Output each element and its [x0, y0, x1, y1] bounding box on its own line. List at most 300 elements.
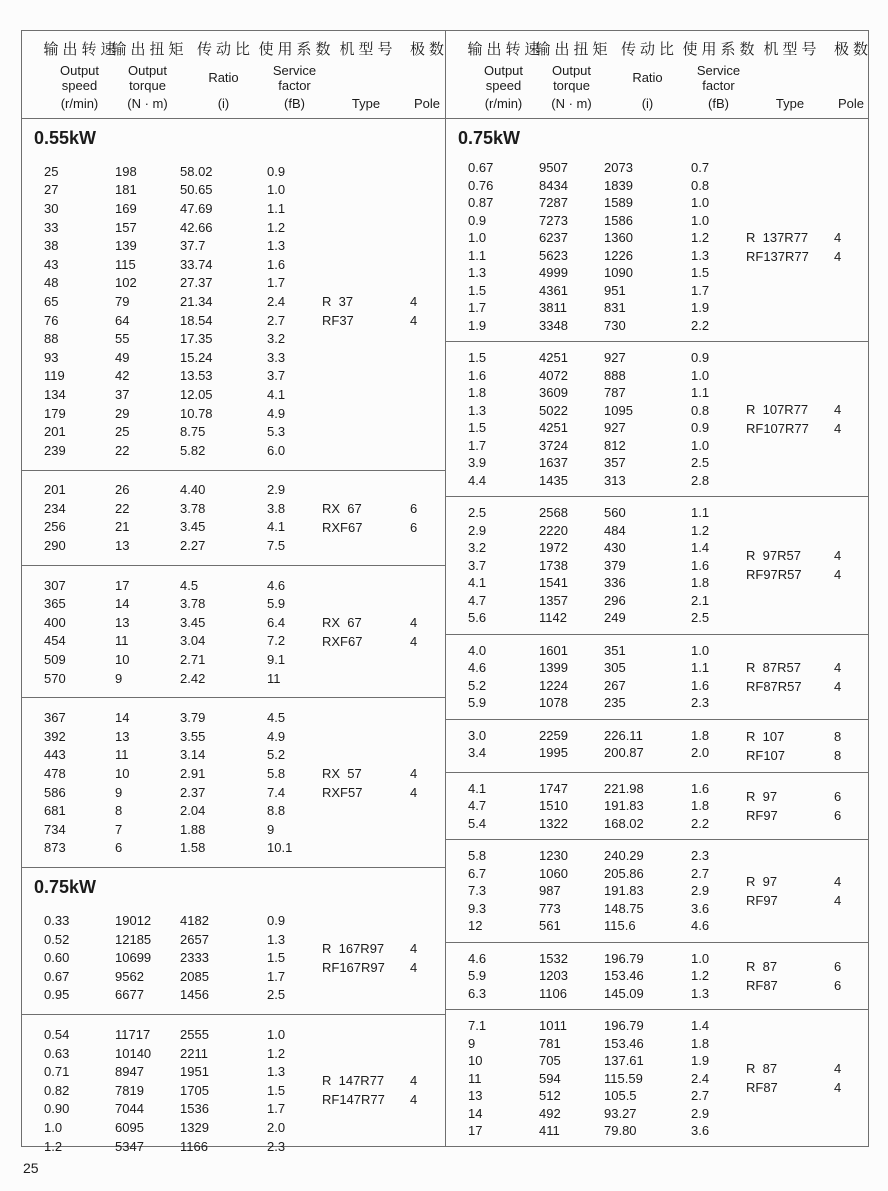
block-types [746, 159, 868, 334]
torque-cell: 1203 [539, 968, 568, 984]
speed-cell: 0.90 [44, 1101, 70, 1117]
torque-cell: 411 [539, 1123, 560, 1139]
section-title: 0.75kW [458, 128, 521, 148]
pole-value: 4 [410, 940, 418, 956]
speed-cell: 1.0 [44, 1119, 63, 1135]
speed-cell: 3.7 [468, 557, 487, 573]
ratio-cell: 927 [604, 420, 626, 436]
spec-row [468, 539, 746, 557]
spec-row [44, 839, 322, 858]
spec-row [468, 504, 746, 522]
speed-cell: 30 [44, 200, 59, 216]
ratio-cell: 1360 [604, 230, 633, 246]
torque-cell: 2220 [539, 522, 568, 538]
header-en-line: speed [485, 77, 522, 93]
type-pole-row [746, 1059, 868, 1078]
speed-cell: 509 [44, 652, 66, 668]
ratio-cell: 2.37 [180, 784, 206, 800]
speed-cell: 0.60 [44, 950, 70, 966]
spec-row [468, 900, 746, 918]
torque-cell: 115 [115, 256, 136, 272]
factor-cell: 4.9 [267, 728, 286, 744]
ratio-cell: 200.87 [604, 745, 644, 761]
factor-cell: 1.2 [691, 230, 710, 246]
header-zh-label: 传动比 [620, 41, 678, 58]
pole-value: 6 [834, 977, 842, 993]
ratio-cell: 3.78 [180, 500, 206, 516]
spec-row [468, 437, 746, 455]
ratio-cell: 3.78 [180, 596, 206, 612]
factor-cell: 6.4 [267, 614, 286, 630]
speed-cell: 4.4 [468, 472, 487, 488]
torque-cell: 19012 [115, 912, 152, 928]
speed-cell: 290 [44, 538, 66, 554]
type-label: RF87 [746, 977, 778, 993]
torque-cell: 9 [115, 784, 123, 800]
spec-row [44, 1025, 322, 1044]
factor-cell: 1.9 [691, 300, 710, 316]
factor-cell: 0.9 [267, 163, 286, 179]
speed-cell: 1.7 [468, 437, 487, 453]
type-pole-row [746, 872, 868, 891]
torque-cell: 561 [539, 918, 561, 934]
speed-cell: 0.76 [468, 177, 494, 193]
factor-cell: 1.0 [267, 182, 286, 198]
torque-cell: 25 [115, 424, 130, 440]
ratio-cell: 336 [604, 575, 626, 591]
ratio-cell: 137.61 [604, 1053, 644, 1069]
factor-cell: 1.1 [691, 660, 710, 676]
type-label: RF107 [746, 747, 786, 763]
spec-block [22, 698, 445, 867]
torque-cell: 4072 [539, 367, 568, 383]
spec-row [44, 1081, 322, 1100]
torque-cell: 3811 [539, 300, 567, 316]
factor-cell: 2.3 [691, 695, 710, 711]
pole-value: 4 [410, 765, 418, 781]
spec-row [468, 950, 746, 968]
ratio-cell: 2.71 [180, 652, 206, 668]
factor-cell: 1.5 [691, 265, 710, 281]
pole-value: 4 [834, 567, 842, 583]
speed-cell: 5.8 [468, 848, 487, 864]
type-label: RF37 [322, 312, 354, 328]
speed-cell: 1.7 [468, 300, 487, 316]
ratio-cell: 153.46 [604, 1035, 644, 1051]
factor-cell: 2.7 [691, 1088, 710, 1104]
factor-cell: 1.0 [267, 1026, 286, 1042]
type-pole-row [746, 658, 868, 677]
factor-cell: 1.0 [691, 195, 710, 211]
pole-value: 4 [410, 633, 418, 649]
factor-cell: 7.4 [267, 784, 286, 800]
spec-row [468, 1105, 746, 1123]
speed-cell: 256 [44, 519, 66, 535]
speed-cell: 0.87 [468, 195, 494, 211]
factor-cell: 3.8 [267, 500, 286, 516]
header-cell-type [746, 38, 834, 111]
speed-cell: 5.2 [468, 677, 487, 693]
ratio-cell: 730 [604, 317, 626, 333]
spec-row [468, 522, 746, 540]
column-header [446, 31, 873, 119]
speed-cell: 570 [44, 670, 66, 686]
ratio-cell: 2555 [180, 1026, 209, 1042]
header-cell-pole [834, 38, 873, 111]
ratio-cell: 33.74 [180, 256, 213, 272]
header-unit-label: (fB) [284, 96, 305, 111]
speed-cell: 4.6 [468, 660, 487, 676]
factor-cell: 1.4 [691, 1018, 710, 1034]
header-zh-label: 极数 [410, 41, 449, 58]
ratio-cell: 2333 [180, 950, 209, 966]
type-label: R 147R77 [322, 1073, 385, 1089]
type-label: R 87R57 [746, 659, 801, 675]
ratio-cell: 1226 [604, 247, 633, 263]
ratio-cell: 296 [604, 592, 626, 608]
speed-cell: 443 [44, 747, 66, 763]
type-label: RX 67 [322, 614, 362, 630]
type-label: R 137R77 [746, 229, 809, 245]
spec-row [468, 159, 746, 177]
spec-row [468, 917, 746, 935]
spec-row [468, 349, 746, 367]
spec-row [44, 255, 322, 274]
factor-cell: 1.9 [691, 1053, 710, 1069]
torque-cell: 6 [115, 840, 123, 856]
block-types [746, 780, 868, 833]
header-en-label [484, 63, 523, 93]
ratio-cell: 50.65 [180, 182, 213, 198]
factor-cell: 2.4 [267, 293, 286, 309]
block-types [322, 911, 445, 1004]
torque-cell: 26 [115, 482, 130, 498]
ratio-cell: 21.34 [180, 293, 213, 309]
spec-row [44, 181, 322, 200]
column-right [445, 31, 873, 1146]
factor-cell: 2.1 [691, 592, 710, 608]
factor-cell: 1.6 [267, 256, 286, 272]
factor-cell: 2.9 [691, 1105, 710, 1121]
spec-row [468, 384, 746, 402]
torque-cell: 13 [115, 614, 130, 630]
speed-cell: 179 [44, 405, 66, 421]
speed-cell: 27 [44, 182, 59, 198]
spec-row [44, 820, 322, 839]
torque-cell: 1224 [539, 677, 568, 693]
factor-cell: 2.0 [691, 745, 710, 761]
factor-cell: 2.3 [691, 848, 710, 864]
spec-block [446, 773, 868, 840]
spec-row [468, 282, 746, 300]
torque-cell: 7273 [539, 212, 568, 228]
header-zh-label: 输出扭矩 [111, 41, 188, 58]
factor-cell: 0.9 [691, 420, 710, 436]
block-types [746, 642, 868, 712]
speed-cell: 0.63 [44, 1045, 70, 1061]
factor-cell: 0.7 [691, 160, 710, 176]
factor-cell: 1.6 [691, 780, 710, 796]
spec-row [468, 212, 746, 230]
torque-cell: 1738 [539, 557, 568, 573]
torque-cell: 22 [115, 500, 130, 516]
header-zh-label: 输出扭矩 [535, 41, 612, 58]
factor-cell: 1.6 [691, 677, 710, 693]
header-zh-label: 使用系数 [258, 41, 335, 58]
factor-cell: 1.0 [691, 212, 710, 228]
ratio-cell: 18.54 [180, 312, 213, 328]
factor-cell: 4.5 [267, 710, 286, 726]
spec-row [44, 218, 322, 237]
speed-cell: 3.9 [468, 455, 487, 471]
header-en-line: speed [61, 77, 98, 93]
ratio-cell: 79.80 [604, 1123, 637, 1139]
speed-cell: 5.9 [468, 695, 487, 711]
ratio-cell: 927 [604, 350, 626, 366]
ratio-cell: 305 [604, 660, 626, 676]
torque-cell: 55 [115, 331, 130, 347]
factor-cell: 7.2 [267, 633, 286, 649]
torque-cell: 29 [115, 405, 130, 421]
factor-cell: 10.1 [267, 840, 293, 856]
spec-row [44, 613, 322, 632]
ratio-cell: 145.09 [604, 985, 644, 1001]
speed-cell: 0.67 [44, 968, 70, 984]
pole-value: 4 [834, 421, 842, 436]
ratio-cell: 1951 [180, 1064, 209, 1080]
factor-cell: 1.7 [267, 968, 286, 984]
torque-cell: 2259 [539, 727, 568, 743]
block-types [746, 349, 868, 489]
spec-row [44, 911, 322, 930]
speed-cell: 119 [44, 368, 65, 384]
spec-row [468, 317, 746, 335]
type-label: R 87 [746, 958, 778, 974]
speed-cell: 5.4 [468, 815, 487, 831]
ratio-cell: 1586 [604, 212, 633, 228]
ratio-cell: 4.5 [180, 577, 199, 593]
type-pole-row [746, 746, 868, 765]
type-pole-row [746, 419, 868, 438]
torque-cell: 5623 [539, 247, 568, 263]
factor-cell: 0.8 [691, 402, 710, 418]
factor-cell: 1.8 [691, 1035, 710, 1051]
speed-cell: 13 [468, 1088, 483, 1104]
torque-cell: 17 [115, 577, 130, 593]
factor-cell: 2.2 [691, 317, 710, 333]
torque-cell: 1637 [539, 455, 568, 471]
header-en-label [632, 70, 662, 85]
pole-value: 8 [834, 747, 842, 763]
torque-cell: 10 [115, 766, 130, 782]
header-cell-output-torque [111, 38, 188, 111]
factor-cell: 2.0 [267, 1119, 286, 1135]
ratio-cell: 951 [604, 282, 626, 298]
factor-cell: 7.5 [267, 538, 286, 554]
factor-cell: 2.3 [267, 1138, 286, 1154]
spec-row [468, 780, 746, 798]
speed-cell: 1.1 [468, 247, 487, 263]
type-label: RF147R77 [322, 1092, 385, 1108]
spec-block [22, 566, 445, 698]
torque-cell: 102 [115, 275, 137, 291]
ratio-cell: 3.45 [180, 519, 206, 535]
speed-cell: 3.4 [468, 745, 487, 761]
ratio-cell: 2.04 [180, 803, 206, 819]
ratio-cell: 4182 [180, 912, 209, 928]
spec-row [44, 236, 322, 255]
torque-cell: 6237 [539, 230, 568, 246]
column-body [22, 119, 445, 1165]
speed-cell: 4.7 [468, 798, 487, 814]
type-label: R 37 [322, 293, 354, 309]
spec-row [468, 367, 746, 385]
speed-cell: 5.6 [468, 610, 487, 626]
torque-cell: 1601 [539, 642, 568, 658]
spec-row [44, 292, 322, 311]
torque-cell: 1972 [539, 540, 568, 556]
block-types [746, 727, 868, 765]
block-types [746, 950, 868, 1003]
header-en-line: Ratio [632, 70, 663, 85]
spec-row [44, 764, 322, 783]
block-rows [22, 162, 322, 460]
type-label: R 107R77 [746, 402, 809, 417]
torque-cell: 181 [115, 182, 137, 198]
header-zh-label: 输出转速 [43, 41, 120, 58]
pole-value: 6 [834, 788, 842, 804]
header-en-line: torque [129, 77, 166, 93]
torque-cell: 1747 [539, 780, 568, 796]
ratio-cell: 2.91 [180, 766, 206, 782]
torque-cell: 7044 [115, 1101, 144, 1117]
torque-cell: 1510 [539, 798, 568, 814]
ratio-cell: 148.75 [604, 900, 644, 916]
factor-cell: 5.9 [267, 596, 286, 612]
spec-row [468, 882, 746, 900]
speed-cell: 478 [44, 766, 66, 782]
ratio-cell: 3.79 [180, 710, 206, 726]
ratio-cell: 3.45 [180, 614, 206, 630]
header-cell-ratio [604, 38, 691, 111]
speed-cell: 11 [468, 1070, 482, 1086]
spec-row [44, 746, 322, 765]
spec-row [468, 194, 746, 212]
ratio-cell: 430 [604, 540, 626, 556]
speed-cell: 12 [468, 918, 483, 934]
type-label: RXF57 [322, 784, 363, 800]
factor-cell: 3.2 [267, 331, 286, 347]
speed-cell: 873 [44, 840, 66, 856]
spec-row [468, 744, 746, 762]
ratio-cell: 37.7 [180, 238, 206, 254]
torque-cell: 512 [539, 1088, 561, 1104]
spec-block [22, 1015, 445, 1165]
pole-value: 6 [834, 807, 842, 823]
torque-cell: 157 [115, 219, 137, 235]
factor-cell: 3.6 [691, 1123, 710, 1139]
speed-cell: 3.2 [468, 540, 487, 556]
section-title: 0.75kW [34, 877, 97, 898]
block-types [322, 481, 445, 555]
factor-cell: 1.0 [691, 437, 710, 453]
header-en-label [60, 63, 99, 93]
header-en-label [128, 63, 167, 93]
type-pole-row [746, 806, 868, 825]
ratio-cell: 235 [604, 695, 626, 711]
speed-cell: 234 [44, 500, 66, 516]
factor-cell: 1.1 [691, 385, 710, 401]
ratio-cell: 249 [604, 610, 626, 626]
pole-value: 4 [410, 959, 418, 975]
column-header [22, 31, 449, 119]
spec-row [44, 385, 322, 404]
ratio-cell: 115.59 [604, 1070, 643, 1086]
factor-cell: 4.6 [267, 577, 286, 593]
speed-cell: 33 [44, 219, 59, 235]
header-en-line: Ratio [208, 70, 239, 85]
header-en-line: Service [696, 62, 741, 78]
speed-cell: 48 [44, 275, 59, 291]
header-unit-label: Type [351, 96, 381, 111]
factor-cell: 1.7 [691, 282, 710, 298]
speed-cell: 201 [44, 482, 66, 498]
factor-cell: 2.2 [691, 815, 710, 831]
torque-cell: 14 [115, 596, 130, 612]
factor-cell: 1.0 [691, 367, 710, 383]
header-en-line: torque [553, 77, 590, 93]
factor-cell: 3.3 [267, 349, 286, 365]
torque-cell: 11 [115, 633, 129, 649]
page-number: 25 [23, 1160, 39, 1176]
speed-cell: 88 [44, 331, 59, 347]
torque-cell: 11 [115, 747, 129, 763]
torque-cell: 42 [115, 368, 130, 384]
type-pole-row [746, 247, 868, 266]
factor-cell: 1.2 [267, 1045, 286, 1061]
speed-cell: 25 [44, 163, 59, 179]
torque-cell: 5347 [115, 1138, 144, 1154]
spec-row [468, 264, 746, 282]
header-en-line: Output [551, 62, 592, 78]
spec-row [44, 1044, 322, 1063]
factor-cell: 0.9 [691, 350, 710, 366]
type-pole-row [322, 499, 445, 518]
factor-cell: 1.8 [691, 575, 710, 591]
ratio-cell: 351 [604, 642, 626, 658]
ratio-cell: 191.83 [604, 798, 644, 814]
block-types [746, 847, 868, 935]
header-unit-label: Pole [837, 96, 865, 111]
header-unit-label: Type [775, 96, 805, 111]
ratio-cell: 2657 [180, 931, 209, 947]
type-pole-row [746, 891, 868, 910]
ratio-cell: 1090 [604, 265, 633, 281]
type-label: RF97 [746, 807, 778, 823]
header-en-label [208, 70, 238, 85]
factor-cell: 1.6 [691, 557, 710, 573]
ratio-cell: 93.27 [604, 1105, 637, 1121]
factor-cell: 1.2 [691, 968, 710, 984]
block-rows [446, 780, 746, 833]
factor-cell: 1.7 [267, 1101, 286, 1117]
type-pole-row [322, 613, 445, 632]
spec-row [468, 574, 746, 592]
spec-block [22, 152, 445, 470]
spec-row [468, 677, 746, 695]
spec-row [468, 592, 746, 610]
factor-cell: 3.7 [267, 368, 286, 384]
